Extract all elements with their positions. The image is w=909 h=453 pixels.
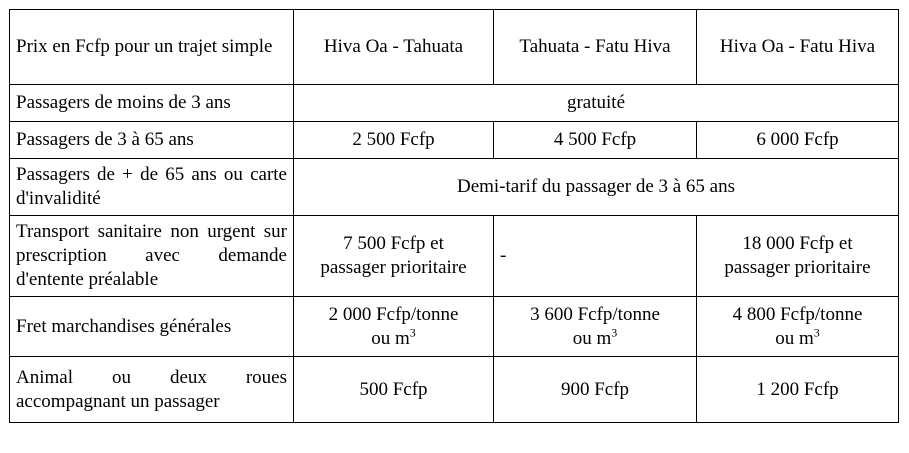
table-row — [10, 159, 899, 216]
value-medical-route2: - — [494, 216, 697, 297]
fare-table — [9, 9, 899, 423]
route-hiva-oa-fatu-hiva: Hiva Oa - Fatu Hiva — [697, 10, 899, 85]
value-medical-route1-line2: passager prioritaire — [320, 257, 467, 278]
value-medical-route3-line1: 18 000 Fcfp et — [742, 233, 853, 254]
value-animal-route3: 1 200 Fcfp — [697, 357, 899, 423]
row-label-medical: Transport sanitaire non urgent sur prescription avec demande d'entente préalable — [10, 216, 294, 297]
row-label-over65: Passagers de + de 65 ans ou carte d'invalidité — [10, 159, 294, 216]
value-3to65-route2: 4 500 Fcfp — [494, 122, 697, 159]
value-3to65-route3: 6 000 Fcfp — [697, 122, 899, 159]
value-animal-route2: 900 Fcfp — [494, 357, 697, 423]
value-3to65-route1: 2 500 Fcfp — [294, 122, 494, 159]
table-row — [10, 357, 899, 423]
table-row — [10, 216, 899, 297]
value-freight-route3-line1: 4 800 Fcfp/tonne — [732, 303, 863, 325]
value-freight-route1 — [294, 297, 494, 357]
value-over65: Demi-tarif du passager de 3 à 65 ans — [294, 159, 899, 216]
value-freight-route2 — [494, 297, 697, 357]
value-medical-route3 — [697, 216, 899, 297]
value-under3: gratuité — [294, 85, 899, 122]
table-row — [10, 85, 899, 122]
row-label-animal: Animal ou deux roues accompagnant un passager — [10, 357, 294, 423]
row-label-freight: Fret marchandises générales — [10, 297, 294, 357]
header-label: Prix en Fcfp pour un trajet simple — [10, 10, 294, 85]
value-freight-route1-unit: ou $m^3$ — [371, 325, 416, 349]
value-freight-route3-unit: ou $m^3$ — [775, 325, 820, 349]
header-row — [10, 10, 899, 85]
value-freight-route2-line1: 3 600 Fcfp/tonne — [530, 303, 660, 325]
value-medical-route3-line2: passager prioritaire — [724, 257, 871, 278]
value-medical-route1 — [294, 216, 494, 297]
row-label-under3: Passagers de moins de 3 ans — [10, 85, 294, 122]
value-freight-route2-unit: ou $m^3$ — [572, 325, 618, 349]
table-row — [10, 297, 899, 357]
table-row — [10, 122, 899, 159]
value-medical-route1-line1: 7 500 Fcfp et — [343, 233, 444, 254]
value-freight-route3 — [697, 297, 899, 357]
row-label-3to65: Passagers de 3 à 65 ans — [10, 122, 294, 159]
value-animal-route1: 500 Fcfp — [294, 357, 494, 423]
value-freight-route1-line1: 2 000 Fcfp/tonne — [328, 303, 459, 325]
route-tahuata-fatu-hiva: Tahuata - Fatu Hiva — [494, 10, 697, 85]
route-hiva-oa-tahuata: Hiva Oa - Tahuata — [294, 10, 494, 85]
